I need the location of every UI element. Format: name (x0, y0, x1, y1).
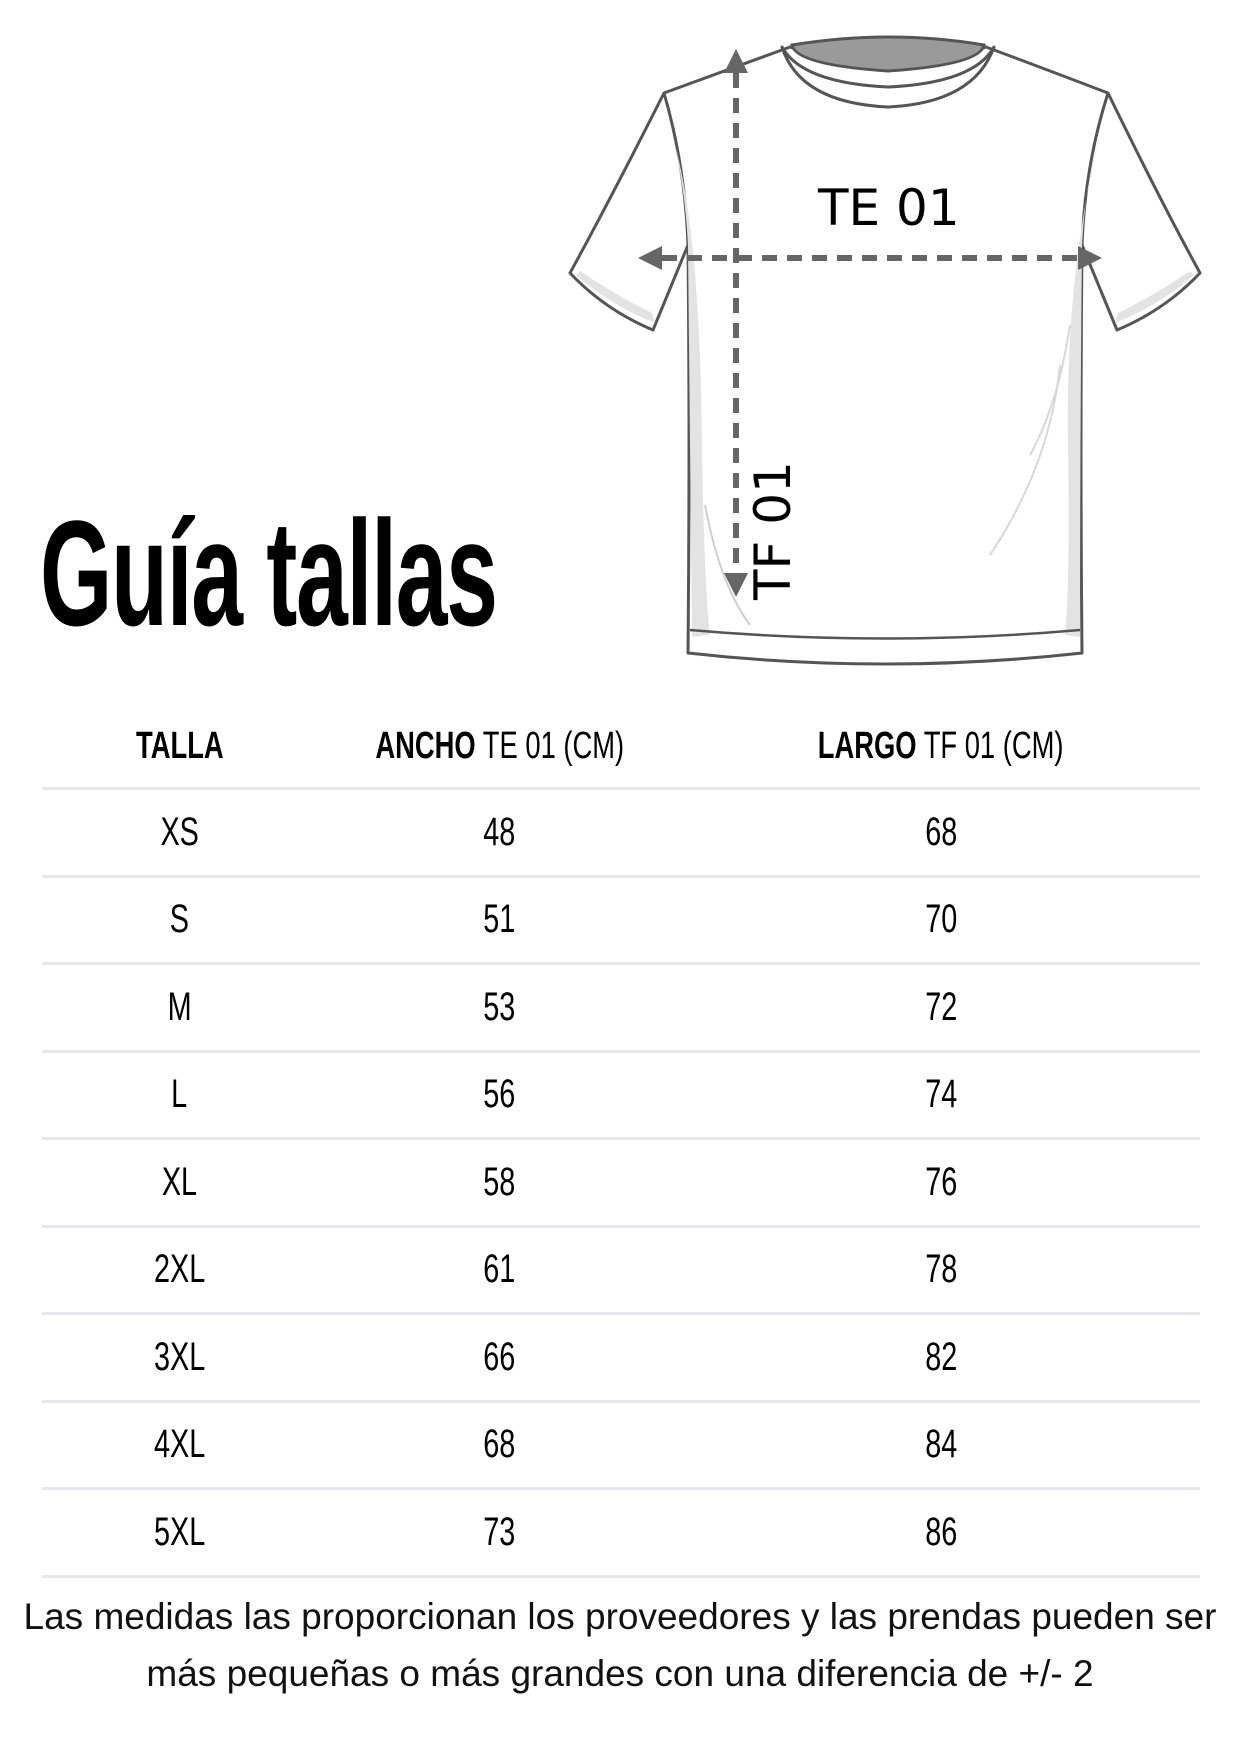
size-cell (42, 1139, 317, 1227)
table-row (42, 1051, 1200, 1139)
width-value: 68 (483, 1422, 516, 1467)
size-cell (42, 1314, 317, 1402)
size-value: 4XL (153, 1422, 206, 1467)
length-value: 74 (924, 1072, 958, 1117)
table-row (42, 1401, 1200, 1489)
tshirt-diagram (560, 25, 1210, 685)
page-title: Guía tallas (40, 489, 497, 657)
table-row (42, 1139, 1200, 1227)
width-cell (317, 1314, 682, 1402)
length-value: 78 (924, 1247, 958, 1292)
table-row (42, 789, 1200, 877)
column-header-width-rest: TE 01 (CM) (475, 724, 624, 767)
width-cell (317, 1139, 682, 1227)
width-value: 48 (483, 809, 516, 854)
table-row (42, 876, 1200, 964)
width-measure-label: TE 01 (818, 179, 960, 237)
length-cell (682, 1226, 1200, 1314)
width-cell (317, 1489, 682, 1577)
size-cell (42, 1401, 317, 1489)
width-value: 61 (483, 1247, 516, 1292)
width-value: 53 (483, 984, 516, 1029)
size-cell (42, 964, 317, 1052)
size-value: 5XL (153, 1509, 206, 1554)
size-cell (42, 789, 317, 877)
size-value: 3XL (153, 1334, 206, 1379)
column-header-length-rest: TF 01 (CM) (916, 724, 1064, 767)
table-row (42, 1489, 1200, 1577)
length-cell (682, 964, 1200, 1052)
size-value: 2XL (153, 1247, 206, 1292)
length-value: 72 (924, 984, 958, 1029)
length-value: 86 (924, 1509, 958, 1554)
column-header-width (317, 705, 682, 789)
length-value: 84 (924, 1422, 958, 1467)
size-cell (42, 1489, 317, 1577)
length-cell (682, 789, 1200, 877)
width-cell (317, 789, 682, 877)
size-cell (42, 876, 317, 964)
length-value: 76 (924, 1159, 958, 1204)
length-value: 82 (924, 1334, 958, 1379)
table-row (42, 1314, 1200, 1402)
width-value: 58 (483, 1159, 516, 1204)
column-header-size-strong: TALLA (135, 724, 224, 767)
length-value: 70 (924, 897, 958, 942)
column-header-width-strong: ANCHO (375, 724, 476, 767)
width-value: 56 (483, 1072, 516, 1117)
size-value: M (167, 984, 192, 1029)
column-header-length (682, 705, 1200, 789)
length-cell (682, 1401, 1200, 1489)
length-value: 68 (924, 809, 958, 854)
table-row (42, 1226, 1200, 1314)
size-cell (42, 1051, 317, 1139)
length-measure-label: TF 01 (744, 461, 802, 600)
width-cell (317, 964, 682, 1052)
size-value: L (171, 1072, 188, 1117)
length-cell (682, 1314, 1200, 1402)
length-cell (682, 1051, 1200, 1139)
size-value: XL (161, 1159, 198, 1204)
column-header-size (42, 705, 317, 789)
size-cell (42, 1226, 317, 1314)
disclaimer-note: Las medidas las proporcionan los proveedores y las prendas pueden ser más pequeñas o más grandes con una diferencia de +/- 2 (23, 1596, 1217, 1694)
column-header-length-strong: LARGO (818, 724, 917, 767)
tshirt-torso (664, 47, 1108, 664)
length-cell (682, 1489, 1200, 1577)
width-cell (317, 1051, 682, 1139)
width-cell (317, 1226, 682, 1314)
length-cell (682, 1139, 1200, 1227)
length-cell (682, 876, 1200, 964)
width-value: 66 (483, 1334, 516, 1379)
table-row (42, 964, 1200, 1052)
length-arrow-head-top (724, 49, 748, 73)
size-value: XS (160, 809, 199, 854)
width-cell (317, 1401, 682, 1489)
width-value: 73 (483, 1509, 516, 1554)
table-header-row (42, 705, 1200, 789)
width-cell (317, 876, 682, 964)
size-value: S (169, 897, 190, 942)
size-table (42, 705, 1200, 1578)
width-value: 51 (483, 897, 516, 942)
